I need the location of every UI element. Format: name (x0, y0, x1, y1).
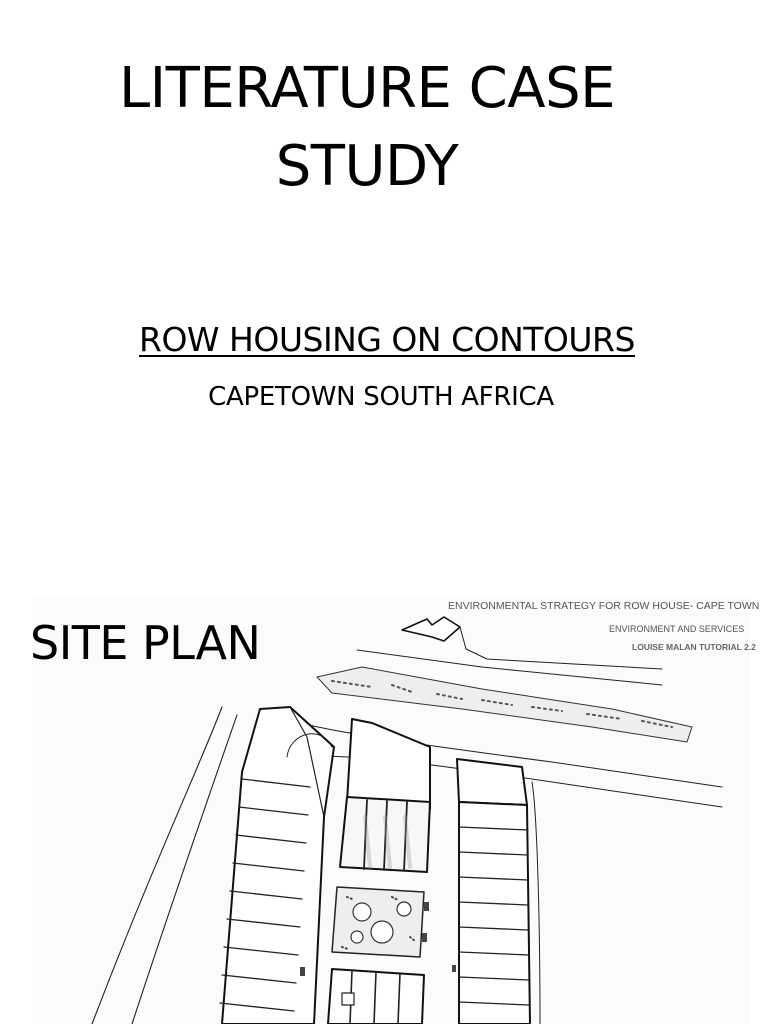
strategy-note: ENVIRONMENTAL STRATEGY FOR ROW HOUSE- CAPE TOWN (448, 600, 760, 612)
site-plan-label: SITE PLAN (30, 616, 261, 670)
location-text: CAPETOWN SOUTH AFRICA (208, 382, 554, 412)
title-line-1: LITERATURE CASE (118, 56, 616, 121)
author-note: LOUISE MALAN TUTORIAL 2.2 (632, 642, 756, 652)
subtitle: ROW HOUSING ON CONTOURS (139, 320, 635, 359)
course-note: ENVIRONMENT AND SERVICES (609, 624, 745, 634)
page-title (0, 50, 734, 206)
title-line-2: STUDY (275, 134, 459, 199)
